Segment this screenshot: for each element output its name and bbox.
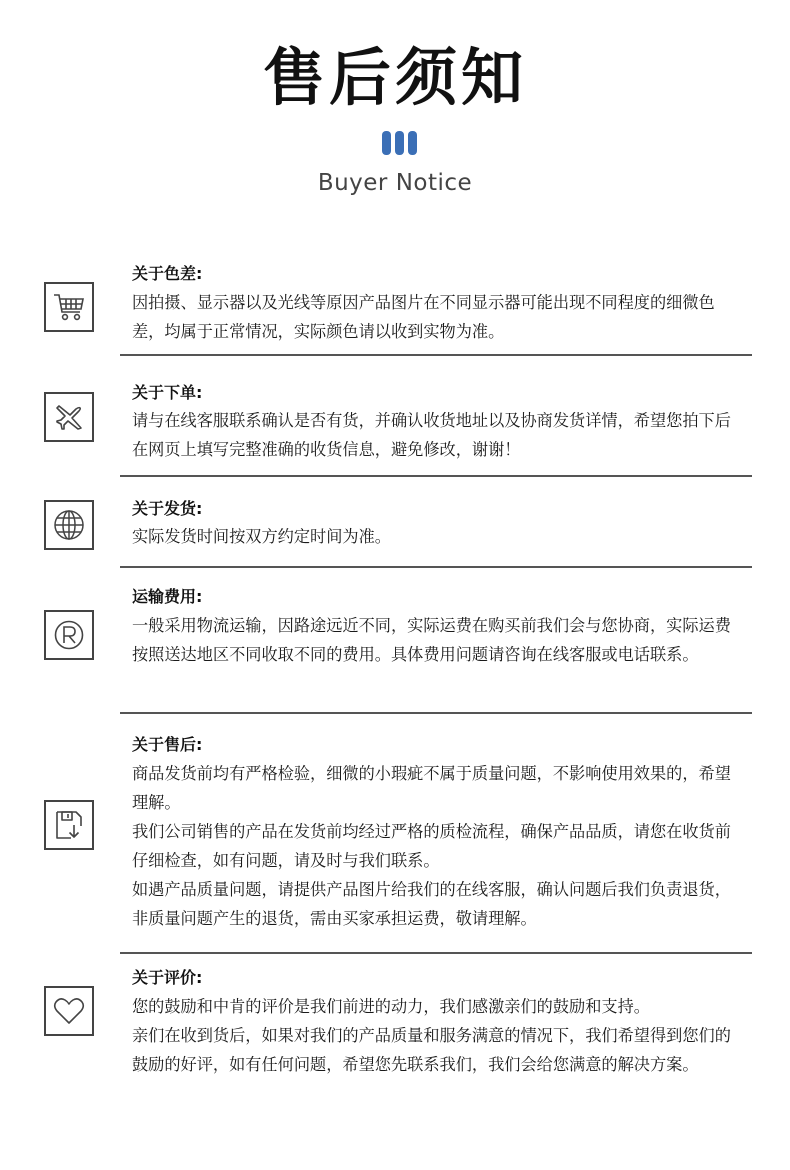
section-title: 关于发货: — [132, 499, 203, 518]
section-text — [132, 288, 736, 346]
airplane-icon — [44, 392, 94, 442]
section-paragraph: 因拍摄、显示器以及光线等原因产品图片在不同显示器可能出现不同程度的细微色差，均属于正常情况，实际颜色请以收到实物为准。 — [132, 293, 715, 341]
section-text — [132, 406, 736, 464]
page-title: 售后须知 — [262, 41, 527, 114]
globe-icon — [44, 500, 94, 550]
section-title: 关于评价: — [132, 968, 203, 987]
heart-icon — [44, 986, 94, 1036]
section-text — [132, 522, 736, 551]
section-text — [132, 611, 736, 669]
section-paragraph: 请与在线客服联系确认是否有货，并确认收货地址以及协商发货详情，希望您拍下后在网页上填写完整准确的收货信息，避免修改，谢谢！ — [132, 411, 731, 459]
registered-icon — [44, 610, 94, 660]
section-paragraph: 我们公司销售的产品在发货前均经过严格的质检流程，确保产品品质，请您在收货前仔细检查，如有问题，请及时与我们联系。 — [132, 822, 731, 870]
divider — [120, 952, 752, 954]
section-paragraph: 亲们在收到货后，如果对我们的产品质量和服务满意的情况下，我们希望得到您们的鼓励的好评，如有任何问题，希望您先联系我们，我们会给您满意的解决方案。 — [132, 1026, 731, 1074]
section-text — [132, 759, 736, 933]
shopping-cart-icon — [44, 282, 94, 332]
section-title: 运输费用: — [132, 587, 203, 606]
section-paragraph: 您的鼓励和中肯的评价是我们前进的动力，我们感激亲们的鼓励和支持。 — [132, 997, 650, 1016]
divider — [120, 566, 752, 568]
save-download-icon — [44, 800, 94, 850]
divider — [120, 354, 752, 356]
section-paragraph: 实际发货时间按双方约定时间为准。 — [132, 527, 391, 546]
divider — [120, 475, 752, 477]
section-title: 关于售后: — [132, 735, 203, 754]
section-paragraph: 一般采用物流运输，因路途远近不同，实际运费在购买前我们会与您协商，实际运费按照送达地区不同收取不同的费用。具体费用问题请咨询在线客服或电话联系。 — [132, 616, 731, 664]
section-paragraph: 如遇产品质量问题，请提供产品图片给我们的在线客服，确认问题后我们负责退货，非质量问题产生的退货，需由买家承担运费，敬请理解。 — [132, 880, 731, 928]
section-text — [132, 992, 736, 1079]
divider — [120, 712, 752, 714]
section-paragraph: 商品发货前均有严格检验，细微的小瑕疵不属于质量问题，不影响使用效果的，希望理解。 — [132, 764, 731, 812]
page-subtitle: Buyer Notice — [317, 170, 473, 196]
section-title: 关于色差: — [132, 264, 203, 283]
section-title: 关于下单: — [132, 383, 203, 402]
decorative-bars — [382, 131, 418, 155]
